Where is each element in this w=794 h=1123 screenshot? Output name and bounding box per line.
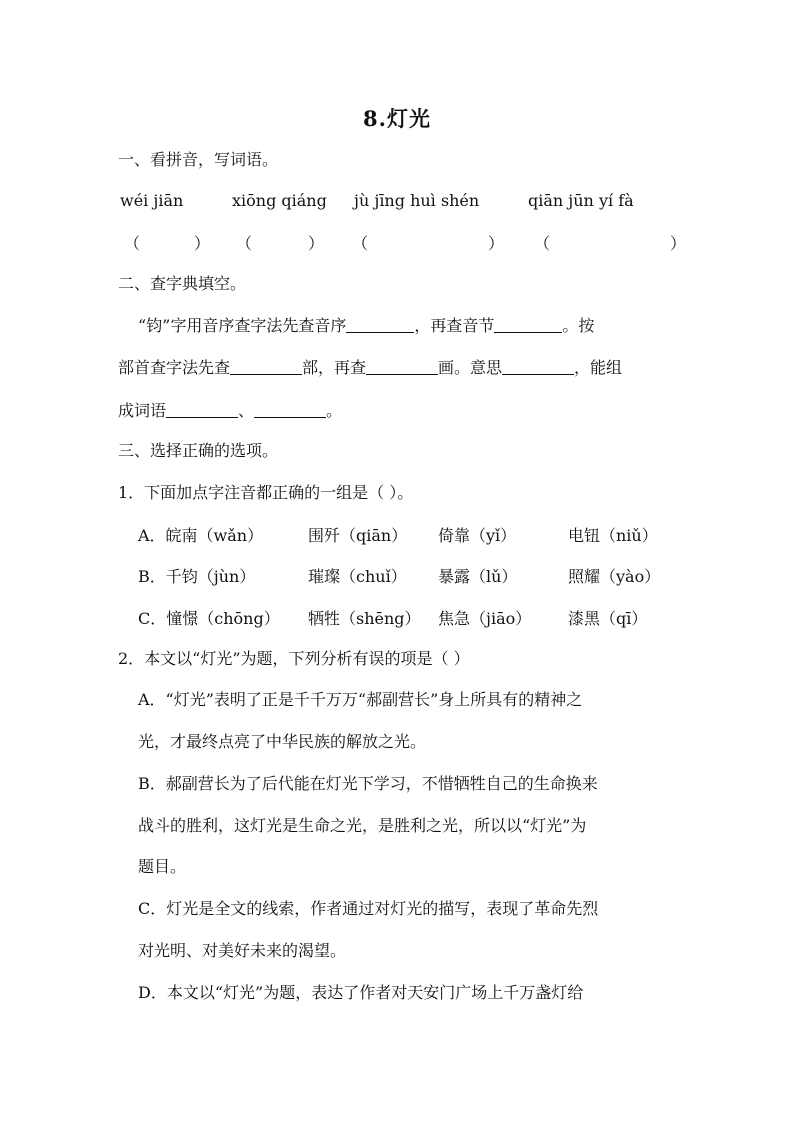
bracket-close: ） [194, 234, 211, 253]
section3-heading: 三、选择正确的选项。 [118, 441, 279, 460]
question-1-option-b[interactable]: B．千钧（jùn） 璀璨（chuǐ） 暴露（lǔ） 照耀（yào） [138, 567, 661, 586]
question-2-option-c[interactable]: C．灯光是全文的线索，作者通过对灯光的描写，表现了革命先烈 [138, 899, 599, 918]
question-2-stem: 2．本文以“灯光”为题，下列分析有误的项是（ ） [118, 649, 470, 668]
question-1-option-c[interactable]: C．憧憬（chōng） 牺牲（shēng） 焦急（jiāo） 漆黑（qī） [138, 609, 648, 628]
fill-blank[interactable] [346, 316, 414, 333]
question-1-stem: 1．下面加点字注音都正确的一组是（ ）。 [118, 483, 414, 502]
pinyin-item: xiōng qiáng [232, 191, 327, 210]
bracket-close: ） [488, 234, 505, 253]
pinyin-item: jù jīng huì shén [354, 191, 480, 210]
fill-blank[interactable] [366, 358, 438, 375]
bracket-close: ） [670, 234, 687, 253]
bracket-open: （ [124, 234, 141, 253]
dictionary-line-2: 部首查字法先查 部，再查 画。意思 ，能组 [118, 358, 623, 377]
fill-blank[interactable] [166, 401, 238, 418]
fill-blank[interactable] [502, 358, 574, 375]
pinyin-item: qiān jūn yí fà [528, 191, 634, 210]
pinyin-item: wéi jiān [120, 191, 184, 210]
dictionary-line-1: “钧”字用音序查字法先查音序 ，再查音节 。按 [138, 316, 595, 335]
question-2-option-a[interactable]: A．“灯光”表明了正是千千万万“郝副营长”身上所具有的精神之 [138, 690, 583, 709]
question-2-option-d[interactable]: D．本文以“灯光”为题，表达了作者对天安门广场上千万盏灯给 [138, 983, 584, 1002]
section1-heading: 一、看拼音，写词语。 [118, 150, 279, 169]
question-2-option-b[interactable]: B．郝副营长为了后代能在灯光下学习，不惜牺牲自己的生命换来 [138, 774, 598, 793]
bracket-open: （ [352, 234, 369, 253]
question-1-option-a[interactable]: A．皖南（wǎn） 围歼（qiān） 倚靠（yǐ） 电钮（niǔ） [138, 526, 658, 545]
fill-blank[interactable] [494, 316, 562, 333]
fill-blank[interactable] [254, 401, 326, 418]
bracket-close: ） [308, 234, 325, 253]
bracket-open: （ [534, 234, 551, 253]
answer-brackets-row [118, 231, 698, 253]
question-2-option-b-cont: 战斗的胜利，这灯光是生命之光，是胜利之光，所以以“灯光”为 [138, 816, 587, 835]
question-2-option-b-cont: 题目。 [138, 857, 187, 876]
bracket-open: （ [236, 234, 253, 253]
fill-blank[interactable] [230, 358, 302, 375]
dictionary-line-3: 成词语 、 。 [118, 401, 343, 420]
page-title: 8.灯光 [363, 106, 431, 131]
section2-heading: 二、查字典填空。 [118, 274, 247, 293]
question-2-option-c-cont: 对光明、对美好未来的渴望。 [138, 941, 347, 960]
question-2-option-a-cont: 光，才最终点亮了中华民族的解放之光。 [138, 732, 427, 751]
pinyin-row [118, 191, 698, 213]
